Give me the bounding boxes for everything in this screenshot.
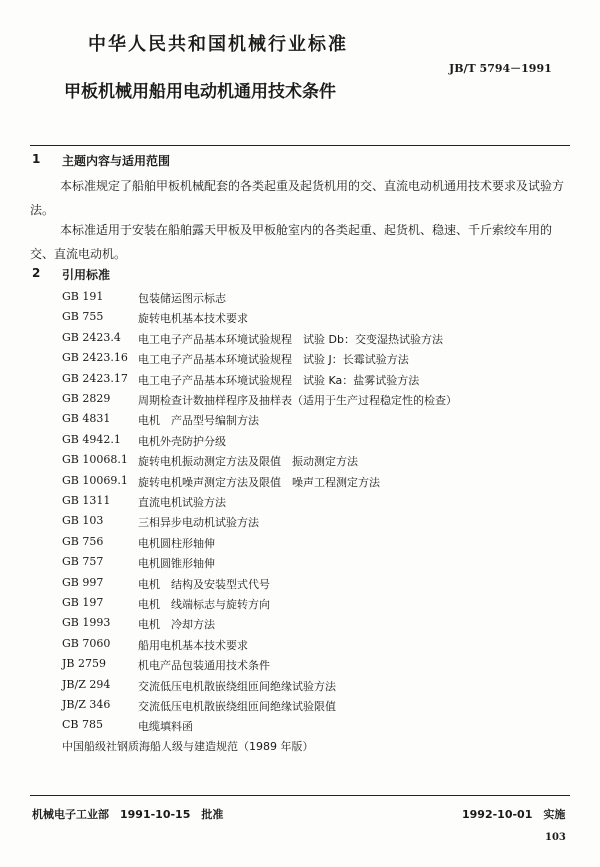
reference-title: 交流低压电机散嵌绕组匝间绝缘试验方法 xyxy=(138,679,336,693)
reference-code: GB 7060 xyxy=(62,636,111,650)
reference-code: JB 2759 xyxy=(62,657,106,671)
implementation-date: 1992-10-01 实施 xyxy=(462,808,566,821)
reference-code: GB 755 xyxy=(62,310,104,324)
reference-title: 直流电机试验方法 xyxy=(138,496,226,509)
reference-code: GB 191 xyxy=(62,290,104,303)
section-1-heading: 主题内容与适用范围 xyxy=(62,154,171,168)
reference-title: 电机 线端标志与旋转方向 xyxy=(138,598,270,611)
page-number: 103 xyxy=(545,832,566,843)
reference-code: GB 2829 xyxy=(62,392,111,405)
section-2-number: 2 xyxy=(32,266,41,280)
section-1-number: 1 xyxy=(32,152,41,166)
reference-code: GB 1993 xyxy=(62,616,111,630)
header-divider xyxy=(30,145,570,146)
document-title: 甲板机械用船用电动机通用技术条件 xyxy=(64,82,336,102)
reference-title: 船用电机基本技术要求 xyxy=(138,638,248,652)
reference-code: GB 197 xyxy=(62,596,104,609)
reference-title: 旋转电机振动测定方法及限值 振动测定方法 xyxy=(138,455,358,469)
section-1-paragraph-2: 本标准适用于安装在船舶露天甲板及甲板舱室内的各类起重、起货机、稳速、千斤索绞车用的交、直流电动机。 xyxy=(30,223,553,261)
reference-title: 机电产品包装通用技术条件 xyxy=(138,659,270,673)
reference-code: JB/Z 294 xyxy=(62,677,111,691)
section-1-paragraph-1: 本标准规定了船舶甲板机械配套的各类起重及起货机用的交、直流电动机通用技术要求及试验方法。 xyxy=(30,179,565,217)
reference-code: GB 4942.1 xyxy=(62,432,121,446)
reference-code: GB 10068.1 xyxy=(62,453,128,467)
reference-title: 电机外壳防护分级 xyxy=(138,434,226,448)
reference-code: GB 997 xyxy=(62,575,104,589)
reference-code: GB 2423.4 xyxy=(62,330,121,344)
reference-code: GB 2423.16 xyxy=(62,351,128,365)
reference-title: 电机 冷却方法 xyxy=(138,618,215,632)
reference-title: 包装储运图示标志 xyxy=(138,292,226,305)
reference-code: GB 10069.1 xyxy=(62,473,128,487)
extra-reference: 中国船级社钢质海船人级与建造规范（1989 年版） xyxy=(62,740,314,753)
footer-divider xyxy=(30,795,570,796)
reference-title: 交流低压电机散嵌绕组匝间绝缘试验限值 xyxy=(138,700,336,713)
reference-title: 旋转电机噪声测定方法及限值 噪声工程测定方法 xyxy=(138,475,380,489)
reference-code: GB 4831 xyxy=(62,412,111,426)
reference-title: 电工电子产品基本环境试验规程 试验 J：长霉试验方法 xyxy=(138,353,409,367)
reference-title: 旋转电机基本技术要求 xyxy=(138,312,248,326)
section-2-heading: 引用标准 xyxy=(62,268,111,282)
reference-code: CB 785 xyxy=(62,718,103,732)
reference-code: GB 756 xyxy=(62,534,104,548)
reference-title: 电缆填料函 xyxy=(138,720,193,734)
industry-standard-heading: 中华人民共和国机械行业标准 xyxy=(88,34,348,55)
reference-title: 电工电子产品基本环境试验规程 试验 Db：交变湿热试验方法 xyxy=(138,332,443,346)
reference-title: 电机圆柱形轴伸 xyxy=(138,536,215,550)
reference-title: 周期检查计数抽样程序及抽样表（适用于生产过程稳定性的检查） xyxy=(138,394,457,407)
reference-code: GB 2423.17 xyxy=(62,371,128,385)
reference-code: JB/Z 346 xyxy=(62,698,111,711)
standard-number: JB/T 5794－1991 xyxy=(449,62,552,75)
reference-title: 电机 结构及安装型式代号 xyxy=(138,577,270,591)
approval-line: 机械电子工业部 1991-10-15 批准 xyxy=(32,808,224,821)
reference-title: 三相异步电动机试验方法 xyxy=(138,516,259,530)
reference-code: GB 103 xyxy=(62,514,104,528)
reference-code: GB 1311 xyxy=(62,494,111,507)
reference-code: GB 757 xyxy=(62,555,104,569)
reference-title: 电工电子产品基本环境试验规程 试验 Ka：盐雾试验方法 xyxy=(138,373,420,387)
reference-title: 电机圆锥形轴伸 xyxy=(138,557,215,571)
reference-title: 电机 产品型号编制方法 xyxy=(138,414,259,428)
